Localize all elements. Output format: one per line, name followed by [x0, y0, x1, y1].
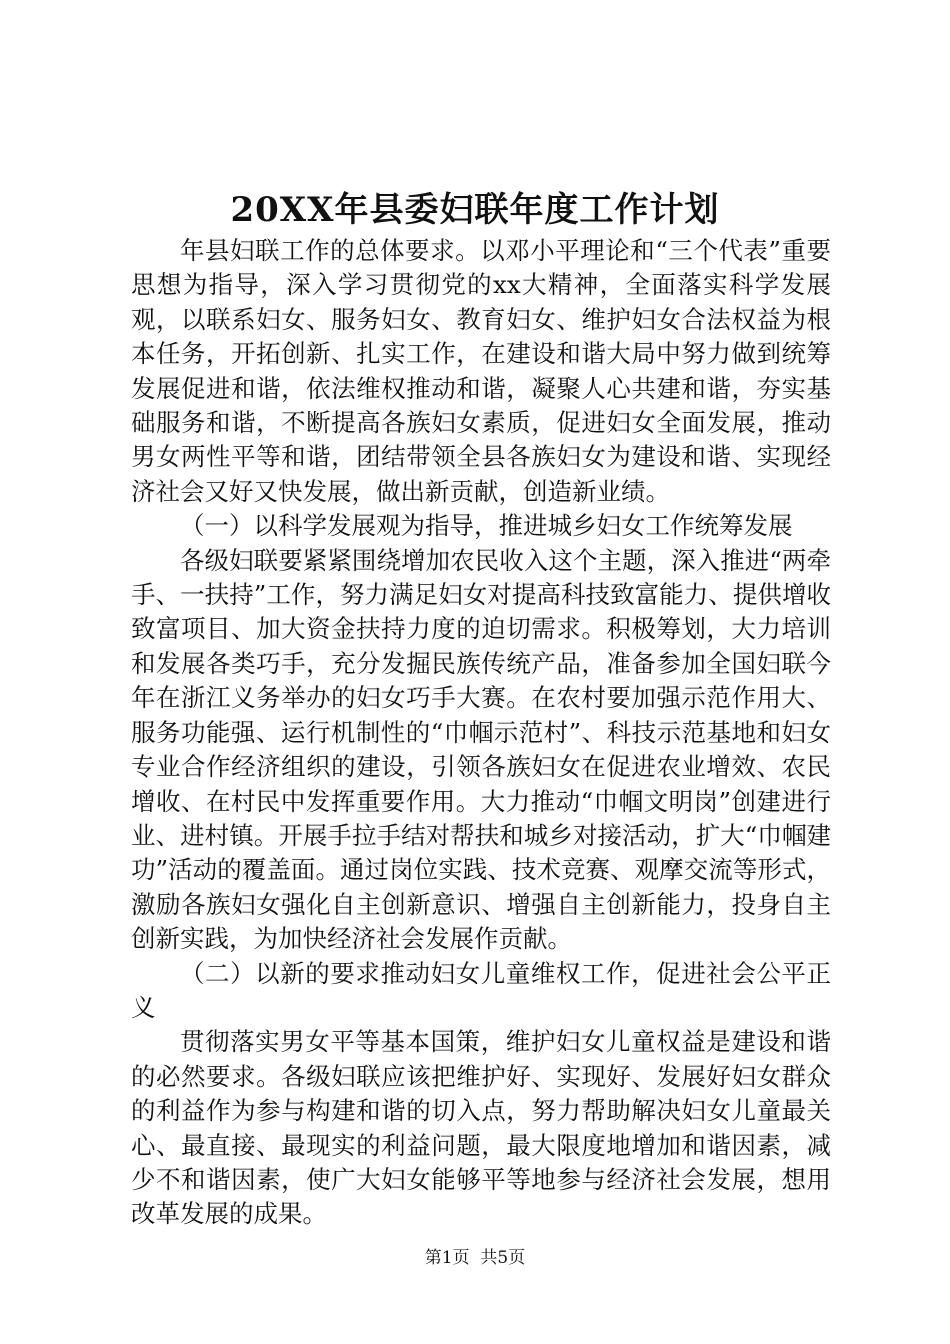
section-heading-1: （一）以科学发展观为指导，推进城乡妇女工作统筹发展	[180, 511, 793, 541]
paragraph-section-1: 各级妇联要紧紧围绕增加农民收入这个主题，深入推进“两牵手、一扶持”工作，努力满足妇女对提高科技致富能力、提供增收致富项目、加大资金扶持力度的迫切需求。积极筹划，大力培训和发展各类巧手，充分发掘民族传统产品，准备参加全国妇联今年在浙江义务举办的妇女巧手大赛。在农村要加强示范作用大、服务功能强、运行机制性的“巾帼示范村”、科技示范基地和妇女专业合作经济组织的建设，引领各族妇女在促进农业增效、农民增收、在村民中发挥重要作用。大力推动“巾帼文明岗”创建进行业、进村镇。开展手拉手结对帮扶和城乡对接活动，扩大“巾帼建功”活动的覆盖面。通过岗位实践、技术竞赛、观摩交流等形式，激励各族妇女强化自主创新意识、增强自主创新能力，投身自主创新实践，为加快经济社会发展作贡献。	[131, 545, 831, 954]
paragraph-section-2: 贯彻落实男女平等基本国策，维护妇女儿童权益是建设和谐的必然要求。各级妇联应该把维护好、实现好、发展好妇女群众的利益作为参与构建和谐的切入点，努力帮助解决妇女儿童最关心、最直接、最现实的利益问题，最大限度地增加和谐因素，减少不和谐因素，使广大妇女能够平等地参与经济社会发展，想用改革发展的成果。	[131, 1027, 831, 1229]
document-body	[131, 234, 831, 1232]
paragraph-overview: 年县妇联工作的总体要求。以邓小平理论和“三个代表”重要思想为指导，深入学习贯彻党的xx大精神，全面落实科学发展观，以联系妇女、服务妇女、教育妇女、维护妇女合法权益为根本任务，开拓创新、扎实工作，在建设和谐大局中努力做到统筹发展促进和谐，依法维权推动和谐，凝聚人心共建和谐，夯实基础服务和谐，不断提高各族妇女素质，促进妇女全面发展，推动男女两性平等和谐，团结带领全县各族妇女为建设和谐、实现经济社会又好又快发展，做出新贡献，创造新业绩。	[131, 236, 831, 506]
page-total: 共5页	[480, 1248, 526, 1268]
page-footer	[0, 1246, 950, 1270]
section-heading-2: （二）以新的要求推动妇女儿童维权工作，促进社会公平正义	[131, 958, 831, 1022]
document-title: 20XX年县委妇联年度工作计划	[230, 190, 720, 230]
page-number: 第1页	[424, 1248, 470, 1268]
